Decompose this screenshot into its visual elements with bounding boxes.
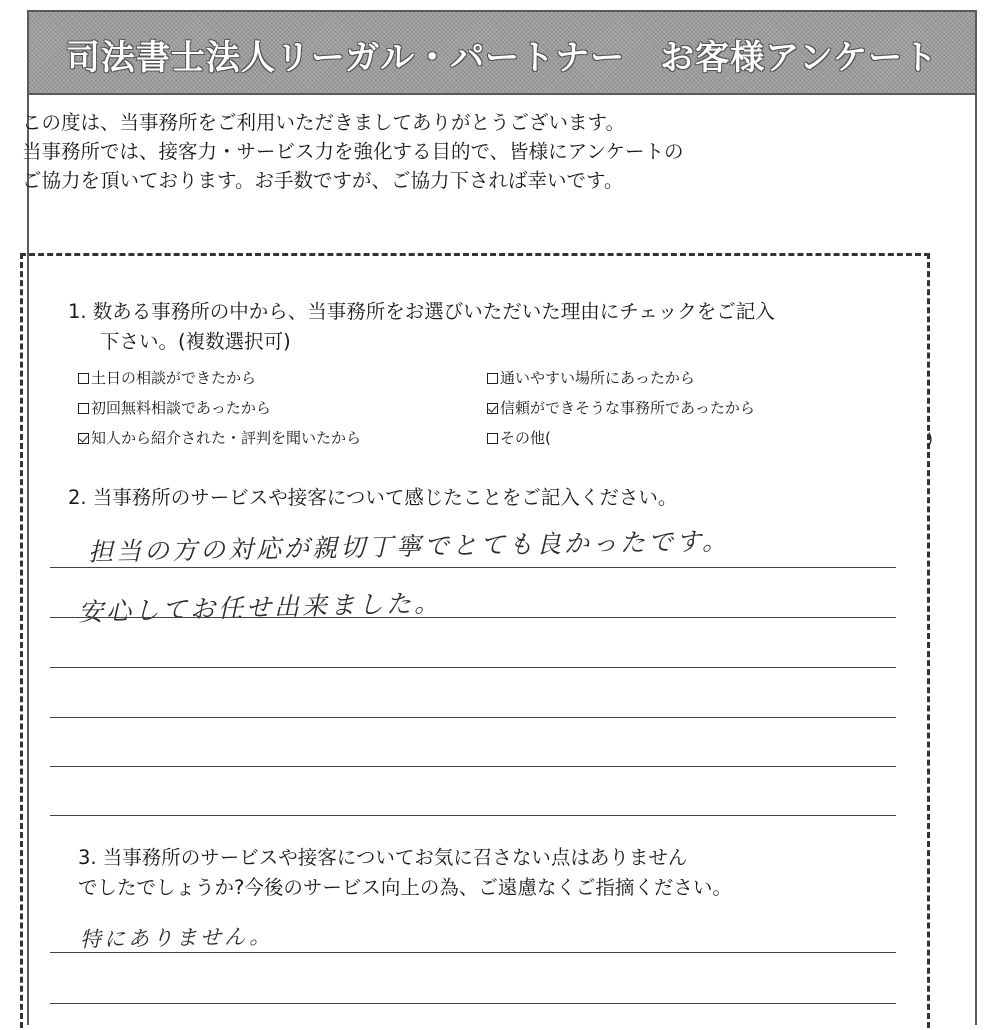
intro-text [22, 108, 922, 195]
option-label: その他( [500, 429, 551, 447]
question-2-text: 2. 当事務所のサービスや接客について感じたことをご記入ください。 [68, 486, 678, 509]
intro-line: ご協力を頂いております。お手数ですが、ご協力下されば幸いです。 [22, 169, 624, 192]
option-free-consult[interactable] [78, 398, 271, 418]
page-title: 司法書士法人リーガル・パートナー お客様アンケート [65, 38, 939, 78]
other-close-paren: ) [927, 430, 933, 448]
answer-line [50, 667, 896, 668]
handwritten-answer: 安心してお任せ出来ました。 [77, 588, 443, 627]
checkbox-checked-icon[interactable] [487, 403, 498, 414]
option-label: 信頼ができそうな事務所であったから [500, 399, 755, 417]
header-banner [29, 12, 975, 95]
answer-line [50, 815, 896, 816]
answer-line [50, 617, 896, 618]
checkbox-icon[interactable] [78, 373, 89, 384]
option-weekend-consult[interactable] [78, 368, 256, 388]
question-1-text-cont: 下さい。(複数選択可) [100, 330, 291, 353]
question-3-text-cont: でしたでしょうか?今後のサービス向上の為、ご遠慮なくご指摘ください。 [78, 876, 732, 899]
option-trustworthy[interactable] [487, 398, 755, 418]
option-other[interactable] [487, 428, 551, 448]
question-1-text: 1. 数ある事務所の中から、当事務所をお選びいただいた理由にチェックをご記入 [68, 300, 775, 323]
option-label: 通いやすい場所にあったから [500, 369, 695, 387]
option-convenient-location[interactable] [487, 368, 695, 388]
answer-line [50, 567, 896, 568]
option-label: 知人から紹介された・評判を聞いたから [91, 429, 362, 447]
answer-line [50, 952, 896, 953]
handwritten-answer: 特にありません。 [79, 924, 274, 952]
option-label: 初回無料相談であったから [91, 399, 271, 417]
option-referral[interactable] [78, 428, 361, 448]
checkbox-icon[interactable] [487, 433, 498, 444]
answer-line [50, 717, 896, 718]
intro-line: 当事務所では、接客力・サービス力を強化する目的で、皆様にアンケートの [22, 140, 684, 163]
checkbox-icon[interactable] [487, 373, 498, 384]
checkbox-checked-icon[interactable] [78, 433, 89, 444]
answer-line [50, 1003, 896, 1004]
handwritten-answer: 担当の方の対応が親切丁寧でとても良かったです。 [87, 526, 731, 567]
checkbox-icon[interactable] [78, 403, 89, 414]
answer-line [50, 766, 896, 767]
intro-line: この度は、当事務所をご利用いただきましてありがとうございます。 [22, 111, 625, 134]
option-label: 土日の相談ができたから [91, 369, 257, 387]
question-3-text: 3. 当事務所のサービスや接客についてお気に召さない点はありません [78, 846, 688, 869]
